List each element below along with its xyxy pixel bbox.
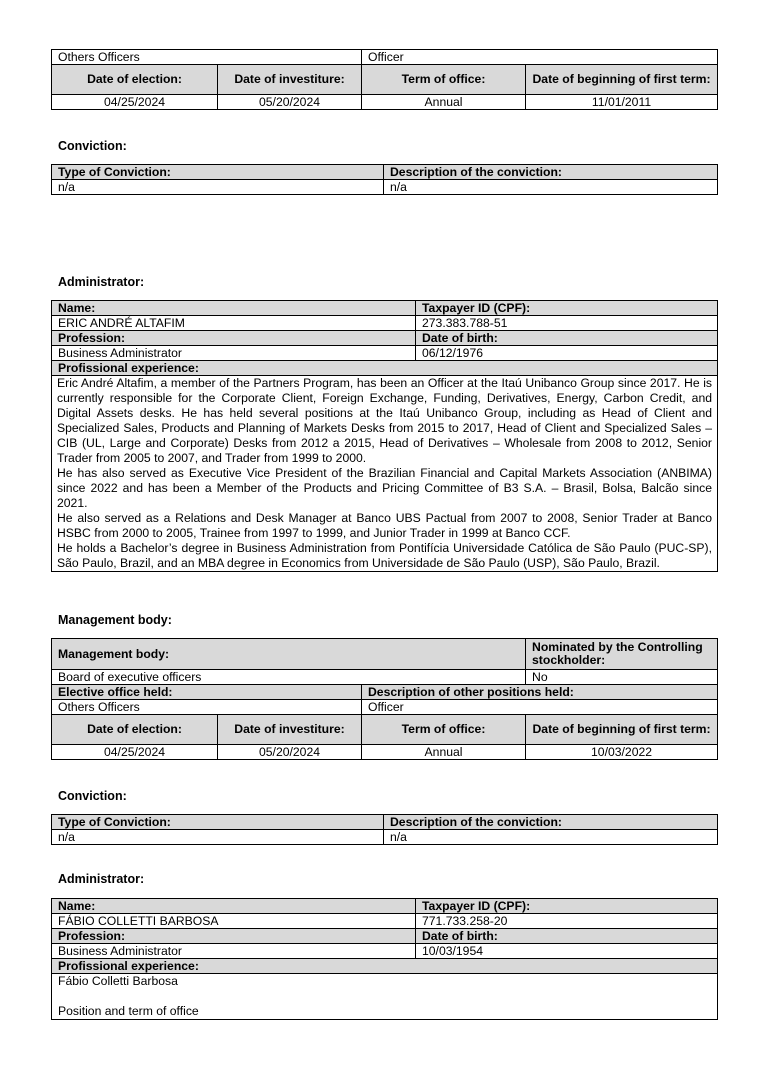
conviction-type-value: n/a xyxy=(52,180,384,195)
elective-office-value: Others Officers xyxy=(52,700,362,715)
other-positions-value: Officer xyxy=(362,700,718,715)
date-of-election-value: 04/25/2024 xyxy=(52,745,218,760)
experience-text xyxy=(52,974,718,1020)
experience-label: Profissional experience: xyxy=(52,959,718,974)
dob-label: Date of birth: xyxy=(416,331,718,346)
term-of-office-label: Term of office: xyxy=(362,65,526,95)
date-of-investiture-label: Date of investiture: xyxy=(218,65,362,95)
elective-office-value: Others Officers xyxy=(52,50,362,65)
experience-paragraph: He also served as a Relations and Desk Manager at Banco UBS Pactual from 2007 to 2008, Senior Trader at Banco HSBC from 2000 to 2005, Trainee from 1997 to 1999, and Junior Trader in 1999 at Banco CCF. xyxy=(57,511,712,540)
experience-paragraph: He holds a Bachelor’s degree in Business Administration from Pontifícia Universidade Católica de São Paulo (PUC-SP), São Paulo, Brazil, and an MBA degree in Economics from Universidade de São Paulo (USP), São Paulo, Brazil. xyxy=(57,541,712,570)
experience-paragraph: Eric André Altafim, a member of the Partners Program, has been an Officer at the Itaú Unibanco Group since 2017. He is currently responsible for the Corporate Client, Foreign Exchange, Funding, Derivatives, Energy, Carbon Credit, and Digital Assets desks. He has held several positions at the Itaú Unibanco Group, including as Head of Client and Specialized Sales, Products and Planning of Markets Desks from 2015 to 2017, Head of Client and Specialized Sales – CIB (UL, Large and Corporate) Desks from 2012 a 2015, Head of Derivatives – Wholesale from 2008 to 2012, Senior Trader from 2005 to 2007, and Trader from 1999 to 2000. xyxy=(57,376,712,465)
management-body-value: Board of executive officers xyxy=(52,670,526,685)
cpf-label: Taxpayer ID (CPF): xyxy=(416,899,718,914)
administrator-title: Administrator: xyxy=(58,275,145,289)
cpf-value: 273.383.788-51 xyxy=(416,316,718,331)
dob-label: Date of birth: xyxy=(416,929,718,944)
date-of-investiture-value: 05/20/2024 xyxy=(218,95,362,110)
name-value: ERIC ANDRÉ ALTAFIM xyxy=(52,316,416,331)
date-of-election-label: Date of election: xyxy=(52,715,218,745)
name-label: Name: xyxy=(52,301,416,316)
date-of-election-value: 04/25/2024 xyxy=(52,95,218,110)
dob-value: 06/12/1976 xyxy=(416,346,718,361)
management-body-table xyxy=(51,638,718,760)
conviction-title: Conviction: xyxy=(58,139,127,153)
term-of-office-label: Term of office: xyxy=(362,715,526,745)
conviction-type-label: Type of Conviction: xyxy=(52,165,384,180)
term-of-office-value: Annual xyxy=(362,745,526,760)
nominated-label: Nominated by the Controlling stockholder: xyxy=(526,639,718,670)
administrator-table xyxy=(51,300,718,572)
conviction-table xyxy=(51,164,718,195)
name-value: FÁBIO COLLETTI BARBOSA xyxy=(52,914,416,929)
date-of-investiture-value: 05/20/2024 xyxy=(218,745,362,760)
date-of-beginning-label: Date of beginning of first term: xyxy=(526,715,718,745)
nominated-value: No xyxy=(526,670,718,685)
conviction-desc-value: n/a xyxy=(384,180,718,195)
elective-office-label: Elective office held: xyxy=(52,685,362,700)
experience-paragraph: He has also served as Executive Vice President of the Brazilian Financial and Capital Markets Association (ANBIMA) since 2022 and has been a Member of the Products and Pricing Committee of B3 S.A. – Brasil, Bolsa, Balcão since 2021. xyxy=(57,466,712,510)
profession-label: Profession: xyxy=(52,331,416,346)
conviction-desc-label: Description of the conviction: xyxy=(384,815,718,830)
cpf-label: Taxpayer ID (CPF): xyxy=(416,301,718,316)
top-management-table xyxy=(51,49,718,110)
date-of-investiture-label: Date of investiture: xyxy=(218,715,362,745)
profession-value: Business Administrator xyxy=(52,346,416,361)
conviction-desc-label: Description of the conviction: xyxy=(384,165,718,180)
experience-line: Fábio Colletti Barbosa xyxy=(58,974,178,988)
experience-label: Profissional experience: xyxy=(52,361,718,376)
management-body-label: Management body: xyxy=(52,639,526,670)
conviction-type-label: Type of Conviction: xyxy=(52,815,384,830)
date-of-beginning-label: Date of beginning of first term: xyxy=(526,65,718,95)
experience-line: Position and term of office xyxy=(58,1004,199,1018)
date-of-beginning-value: 10/03/2022 xyxy=(526,745,718,760)
cpf-value: 771.733.258-20 xyxy=(416,914,718,929)
administrator-title: Administrator: xyxy=(58,872,145,886)
experience-text xyxy=(52,376,718,572)
conviction-type-value: n/a xyxy=(52,830,384,845)
profession-label: Profession: xyxy=(52,929,416,944)
other-positions-label: Description of other positions held: xyxy=(362,685,718,700)
management-body-title: Management body: xyxy=(58,613,172,627)
administrator-table xyxy=(51,898,718,1020)
term-of-office-value: Annual xyxy=(362,95,526,110)
other-positions-value: Officer xyxy=(362,50,718,65)
conviction-title: Conviction: xyxy=(58,789,127,803)
conviction-table xyxy=(51,814,718,845)
conviction-desc-value: n/a xyxy=(384,830,718,845)
name-label: Name: xyxy=(52,899,416,914)
date-of-beginning-value: 11/01/2011 xyxy=(526,95,718,110)
date-of-election-label: Date of election: xyxy=(52,65,218,95)
profession-value: Business Administrator xyxy=(52,944,416,959)
dob-value: 10/03/1954 xyxy=(416,944,718,959)
